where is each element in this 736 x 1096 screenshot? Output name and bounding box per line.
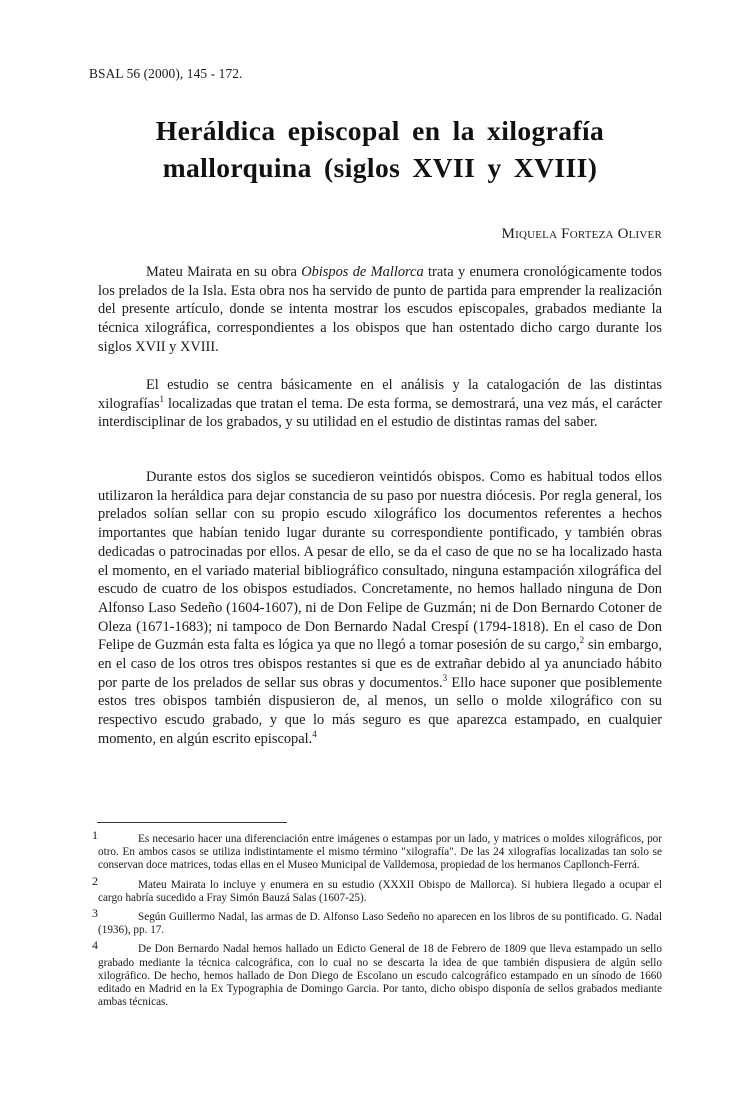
footnote-number: 1 (92, 828, 98, 842)
footnote-text: De Don Bernardo Nadal hemos hallado un Edicto General de 18 de Febrero de 1809 que lleva estampado un sello grabado mediante la técnica calcográfica, con lo cual no se descarta la idea de que también dispusiera de algún sello xilográfico. De hecho, hemos hallado de Don Diego de Escolano un escudo calcográfico estampado en un sínodo de 1660 editado en Madrid en la Ex Typographia de Domingo Garcia. Por tanto, dicho obispo disponía de sellos grabados mediante ambas técnicas. (98, 943, 662, 1009)
footnote-number: 4 (92, 938, 98, 953)
footnote-number: 2 (92, 873, 98, 888)
footnote-separator (97, 822, 287, 823)
footnote-ref-4[interactable]: 4 (312, 728, 317, 739)
title-line-2: mallorquina (siglos XVII y XVIII) (162, 152, 598, 183)
footnote-text: Según Guillermo Nadal, las armas de D. Alfonso Laso Sedeño no aparecen en los libros de su pontificado. G. Nadal (1936), pp. 17. (98, 911, 662, 937)
footnote-1 (92, 828, 662, 873)
paragraph-3 (98, 468, 662, 749)
footnote-2 (92, 873, 662, 905)
article-title (98, 112, 662, 186)
footnote-4 (92, 938, 662, 1009)
p1-text-b: trata y enumera cronológicamente todos los prelados de la Isla. Esta obra nos ha servido de punto de partida para emprender la realización del presente artículo, donde se intenta mostrar los escudos episcopales, grabados mediante la técnica xilográfica, correspondientes a los obispos que han ostentado dicho cargo durante los siglos XVII y XVIII. (98, 264, 662, 355)
paragraph-1 (98, 263, 662, 357)
p3-text-c: Ello hace suponer que posiblemente estos tres obispos también dispusieron de, al menos, un sello o molde xilográfico con su respectivo escudo grabado, y que lo más seguro es que aparezca estampado, en cualquier momento, en algún escrito episcopal. (98, 674, 662, 747)
footnote-text: Mateu Mairata lo incluye y enumera en su estudio (XXXII Obispo de Mallorca). Si hubiera llegado a ocupar el cargo habría sucedido a Fray Simón Bauzá Salas (1607-25). (98, 878, 662, 904)
p3-text-b: sin embargo, en el caso de los otros tres obispos restantes si que es de extrañar debido al ya anunciado hábito por parte de los prelados de sellar sus obras y documentos. (98, 637, 662, 691)
footnote-text: Es necesario hacer una diferenciación entre imágenes o estampas por un lado, y matrices o moldes xilográficos, por otro. En ambos casos se utiliza indistintamente el mismo término "xilografía". De las 24 xilografías localizadas tan solo se conservan doce matrices, todas ellas en el Museo Municipal de Valldemosa, propiedad de los hermanos Capllonch-Ferrá. (98, 833, 662, 872)
book-title: Obispos de Mallorca (301, 264, 424, 280)
footnote-ref-2[interactable]: 2 (579, 635, 585, 646)
title-line-1: Heráldica episcopal en la xilografía (155, 115, 605, 146)
footnote-ref-1[interactable]: 1 (159, 393, 165, 404)
footnote-number: 3 (92, 906, 98, 921)
p1-text-a: Mateu Mairata en su obra (146, 264, 302, 280)
p2-text-b: localizadas que tratan el tema. De esta forma, se demostrará, una vez más, el carácter interdisciplinar de los grabados, y su utilidad en el estudio de distintas ramas del saber. (98, 395, 662, 431)
running-head: BSAL 56 (2000), 145 - 172. (89, 66, 243, 81)
footnotes (92, 828, 662, 1015)
paragraph-2 (98, 376, 662, 432)
footnote-3 (92, 906, 662, 937)
footnote-ref-3[interactable]: 3 (442, 672, 448, 683)
p3-text-a: Durante estos dos siglos se sucedieron veintidós obispos. Como es habitual todos ellos utilizaron la heráldica para dejar constancia de su paso por nuestra diócesis. Por regla general, los prelados solían sellar con su propio escudo xilográfico los documentos referentes a hechos importantes que habían tenido lugar durante su correspondiente pontificado, y también obras dedicadas o patrocinadas por ellos. A pesar de ello, se da el caso de que no se ha localizado hasta el momento, en el variado material bibliográfico consultado, ninguna estampación xilográfica del escudo de cuatro de los obispos estudiados. Concretamente, no hemos hallado ninguna de Don Alfonso Laso Sedeño (1604-1607), ni de Don Felipe de Guzmán; ni de Don Bernardo Cotoner de Oleza (1671-1683); ni tampoco de Don Bernardo Nadal Crespí (1794-1818). En el caso de Don Felipe de Guzmán esta falta es lógica ya que no llegó a tomar posesión de su cargo, (98, 469, 662, 654)
author-name: Miquela Forteza Oliver (501, 226, 662, 242)
p2-text-a: El estudio se centra básicamente en el análisis y la catalogación de las distintas xilografías (98, 377, 662, 412)
